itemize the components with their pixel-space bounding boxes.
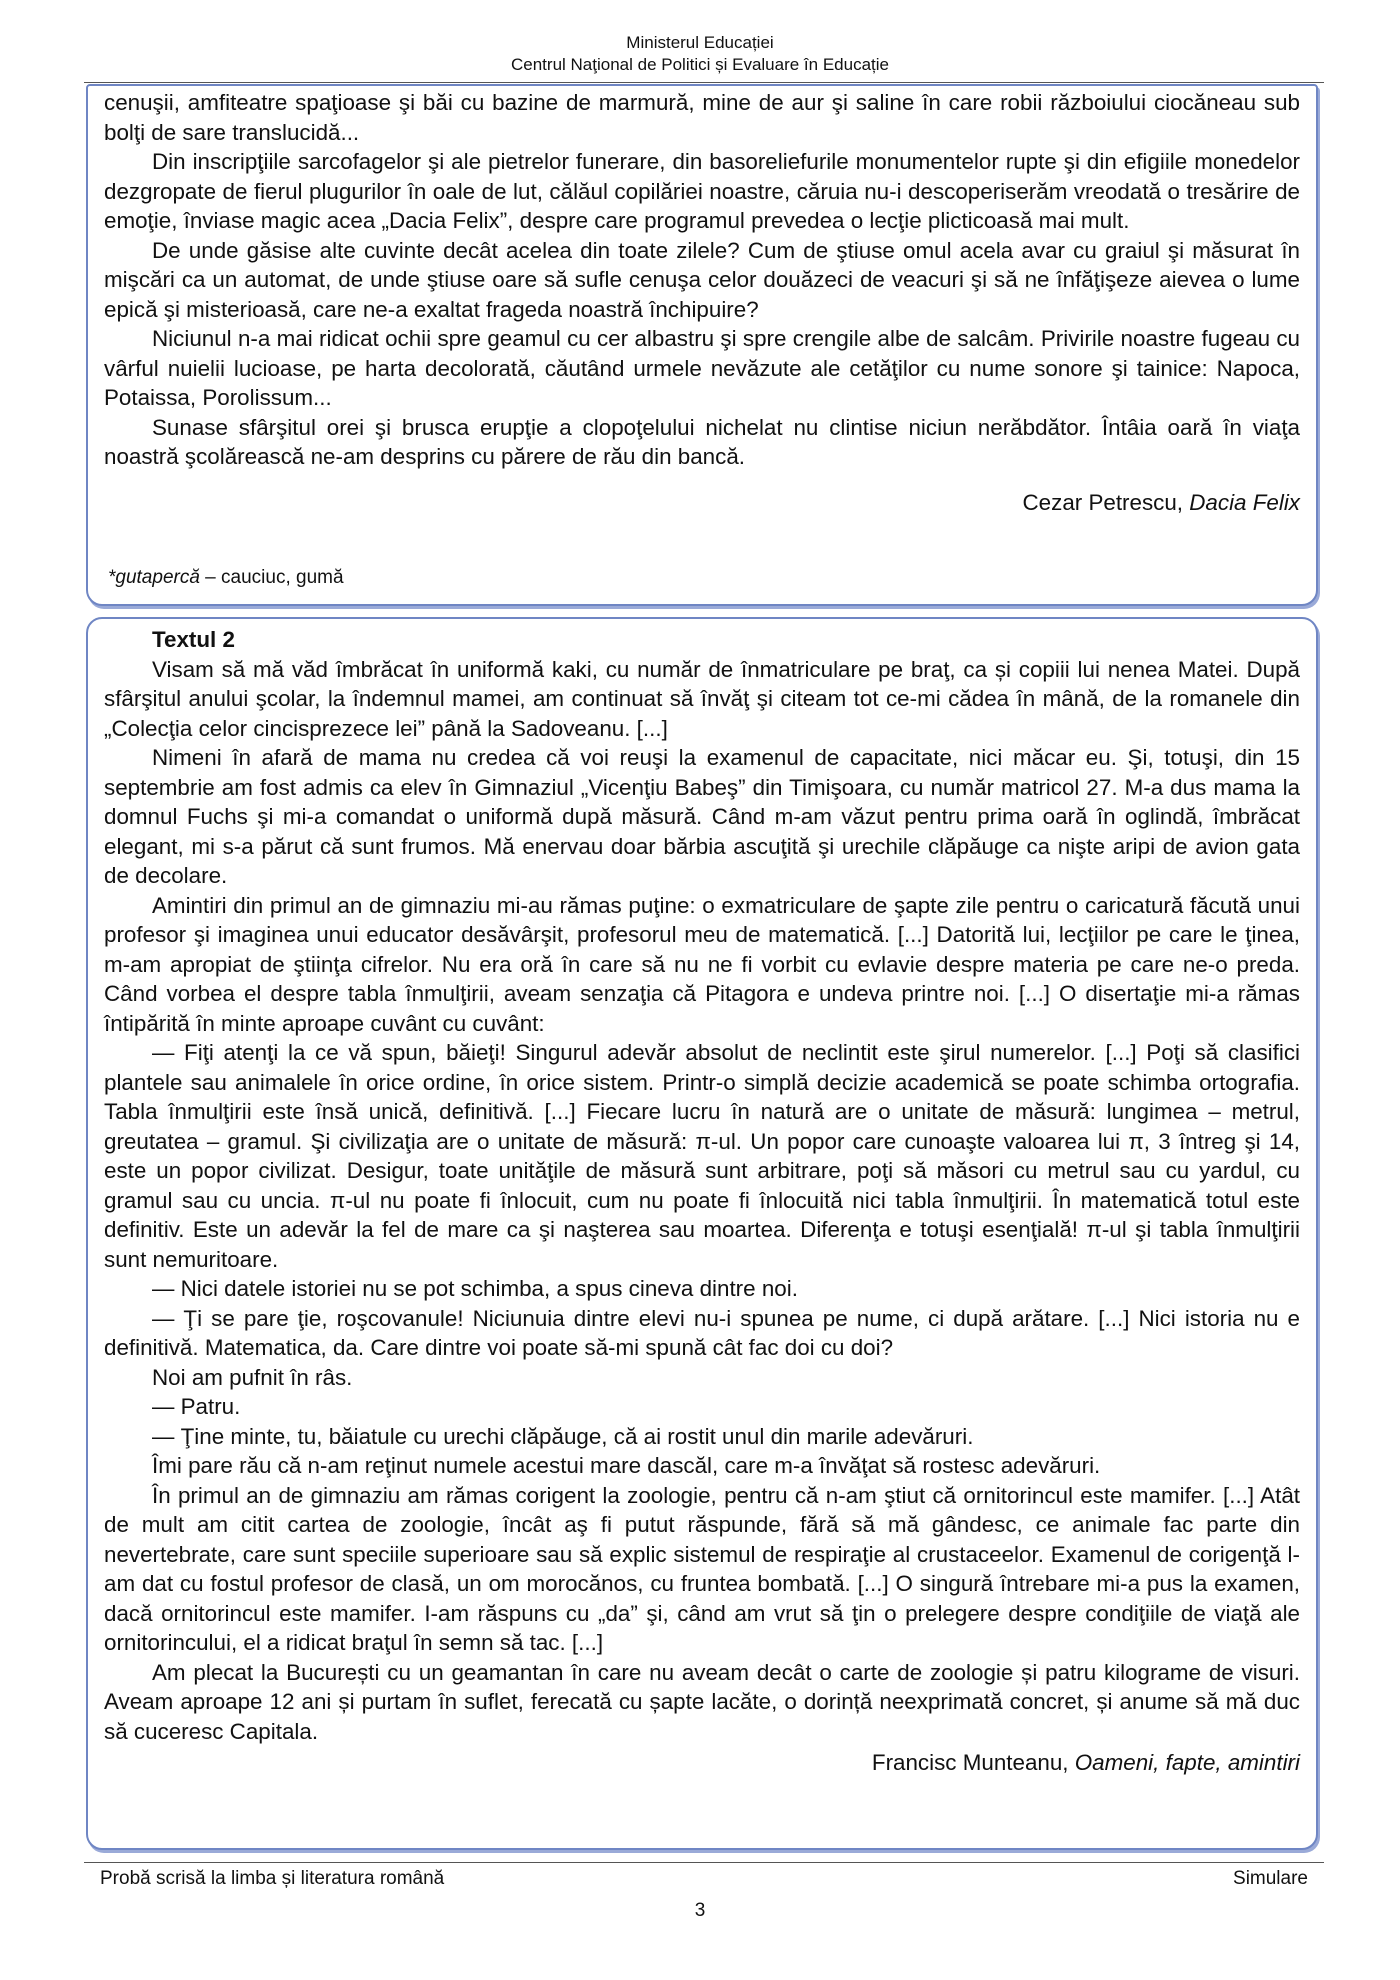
text2-paragraph: — Fiţi atenţi la ce vă spun, băieţi! Singurul adevăr absolut de neclintit este şirul numerelor. [...] Poţi să clasifici plantele sau animalele în orice ordine, în orice sistem. Printr-o simplă decizie academică se poate schimba ortografia. Tabla înmulţirii este însă unică, definitivă. [...] Fiecare lucru în natură are o unitate de măsură: lungimea – metrul, greutatea – gramul. Şi civilizaţia are o unitate de măsură: π-ul. Un popor care cunoaşte valoarea lui π, 3 întreg şi 14, este un popor civilizat. Desigur, toate unităţile de măsură sunt arbitrare, poţi să măsori cu metrul sau cu yardul, cu gramul sau cu uncia. π-ul nu poate fi înlocuit, cum nu poate fi înlocuită nici tabla înmulţirii. În matematică totul este definitiv. Este un adevăr la fel de mare ca şi naşterea sau moartea. Diferenţa e totuşi esenţială! π-ul şi tabla înmulţirii sunt nemuritoare. <box>104 1040 1300 1272</box>
text2-paragraph: Am plecat la București cu un geamantan în care nu aveam decât o carte de zoologie și patru kilograme de visuri. Aveam aproape 12 ani și purtam în suflet, ferecată cu șapte lacăte, o dorință neexprimată concret, și anume să mă duc să cuceresc Capitala. <box>104 1659 1300 1744</box>
text1-paragraph: Din inscripţiile sarcofagelor şi ale pietrelor funerare, din basoreliefurile monumentelor rupte şi din efigiile monedelor dezgropate de fierul plugurilor în oale de lut, călăul copilăriei noastre, căruia nu-i descoperiserăm vreodată o tresărire de emoţie, înviase magic acea „Dacia Felix”, despre care programul prevedea o lecţie plicticoasă mai mult. <box>104 149 1300 233</box>
text2-paragraph: — Ţine minte, tu, băiatule cu urechi clăpăuge, că ai rostit unul din marile adevăruri. <box>152 1423 974 1449</box>
text2-author: Francisc Munteanu, <box>871 1750 1075 1775</box>
text1-paragraph: cenuşii, amfiteatre spaţioase şi băi cu bazine de marmură, mine de aur şi saline în care robii războiului ciocăneau sub bolţi de sare translucidă... <box>104 90 1300 145</box>
text2-paragraph: — Patru. <box>152 1394 241 1419</box>
text2-paragraph: Îmi pare rău că n-am reţinut numele acestui mare dascăl, care m-a învăţat să rostesc adevăruri. <box>152 1453 1101 1478</box>
footer-divider <box>84 1862 1324 1863</box>
page-number: 3 <box>694 1900 706 1921</box>
ministry-name: Ministerul Educației <box>626 33 774 52</box>
footnote-definition: – cauciuc, gumă <box>199 567 344 588</box>
footnote-term: *gutapercă <box>108 567 200 588</box>
text2-paragraph: Amintiri din primul an de gimnaziu mi-au rămas puţine: o exmatriculare de şapte zile pentru o caricatură făcută unui profesor şi imaginea unui educator desăvârşit, profesorul meu de matematică. [...] Datorită lui, lecţiilor pe care le ţinea, m-am apropiat de ştiinţa cifrelor. Nu era oră în care să nu ne fi vorbit cu evlavie despre materia pe care ne-o preda. Când vorbea el despre tabla înmulţirii, aveam senzaţia că Pitagora e undeva printre noi. [...] O disertaţie mi-a rămas întipărită în minte aproape cuvânt cu cuvânt: <box>104 892 1300 1036</box>
text1-paragraph: De unde găsise alte cuvinte decât acelea din toate zilele? Cum de ştiuse omul acela avar cu graiul şi măsurat în mişcări ca un automat, de unde ştiuse oare să sufle cenuşa celor douăzeci de veacuri şi să ne înfăţişeze aievea o lume epică şi misterioasă, care ne-a exaltat frageda noastră închipuire? <box>104 237 1300 322</box>
page-header <box>0 32 1400 76</box>
text2-paragraph: Nimeni în afară de mama nu credea că voi reuşi la examenul de capacitate, nici măcar eu. Şi, totuşi, din 15 septembrie am fost admis ca elev în Gimnaziul „Vicenţiu Babeş” din Timişoara, cu număr matricol 27. M-a dus mama la domnul Fuchs şi mi-a comandat o uniformă după măsură. Când m-am văzut pentru prima oară în oglindă, îmbrăcat elegant, mi s-a părut că sunt frumos. Mă enervau doar bărbia ascuţită şi urechile clăpăuge ca nişte aripi de avion gata de decolare. <box>104 745 1300 888</box>
text2-box <box>86 617 1318 1850</box>
text2-paragraph: Noi am pufnit în râs. <box>152 1364 353 1390</box>
text1-work: Dacia Felix <box>1189 489 1300 515</box>
text1-source <box>104 488 1300 518</box>
text2-paragraph: — Nici datele istoriei nu se pot schimba, a spus cineva dintre noi. <box>152 1276 798 1301</box>
header-divider <box>84 82 1324 83</box>
text2-paragraph: — Ţi se pare ţie, roşcovanule! Niciunuia dintre elevi nu-i spunea pe nume, ci după arătare. [...] Nici istoria nu e definitivă. Matematica, da. Care dintre voi poate să-mi spună cât fac doi cu doi? <box>104 1305 1300 1360</box>
text2-paragraph: Visam să mă văd îmbrăcat în uniformă kaki, cu număr de înmatriculare pe braţ, ca și copiii lui nenea Matei. După sfârşitul anului şcolar, la îndemnul mamei, am continuat să învăţ şi citeam tot ce-mi cădea în mână, de la romanele din „Colecţia celor cincisprezece lei” până la Sadoveanu. [...] <box>104 656 1300 741</box>
text1-box <box>86 84 1318 606</box>
text2-title: Textul 2 <box>152 627 235 652</box>
center-name: Centrul Naţional de Politici și Evaluare în Educație <box>511 55 889 74</box>
text1-paragraph: Sunase sfârşitul orei şi brusca erupţie a clopoţelului nichelat nu clintise niciun nerăbdător. Întâia oară în viaţa noastră şcolărească ne-am desprins cu părere de rău din bancă. <box>104 414 1300 469</box>
text2-source <box>104 1748 1300 1778</box>
text1-paragraph: Niciunul n-a mai ridicat ochii spre geamul cu cer albastru şi spre crengile albe de salcâm. Privirile noastre fugeau cu vârful nuielii lucioase, pe harta decolorată, căutând urmele nevăzute ale cetăţilor cu nume sonore şi tainice: Napoca, Potaissa, Porolissum... <box>104 326 1300 410</box>
footnote <box>108 566 344 590</box>
text2-work: Oameni, fapte, amintiri <box>1074 1750 1300 1775</box>
exam-subject: Probă scrisă la limba și literatura română <box>100 1868 445 1889</box>
text1-author: Cezar Petrescu, <box>1022 489 1190 515</box>
text2-paragraph: În primul an de gimnaziu am rămas corigent la zoologie, pentru că n-am ştiut că ornitorincul este mamifer. [...] Atât de mult am citit cartea de zoologie, încât aş fi putut răspunde, fără să mă gândesc, ce animale fac parte din nevertebrate, care sunt speciile superioare sau să explic sistemul de respiraţie al crustaceelor. Examenul de corigenţă l-am dat cu fostul profesor de clasă, un om morocănos, cu fruntea bombată. [...] O singură întrebare mi-a pus la examen, dacă ornitorincul este mamifer. I-am răspuns cu „da” şi, când am vrut să ţin o prelegere despre condiţiile de viaţă ale ornitorincului, el a ridicat braţul în semn să tac. [...] <box>104 1482 1300 1655</box>
exam-type: Simulare <box>1233 1868 1308 1889</box>
